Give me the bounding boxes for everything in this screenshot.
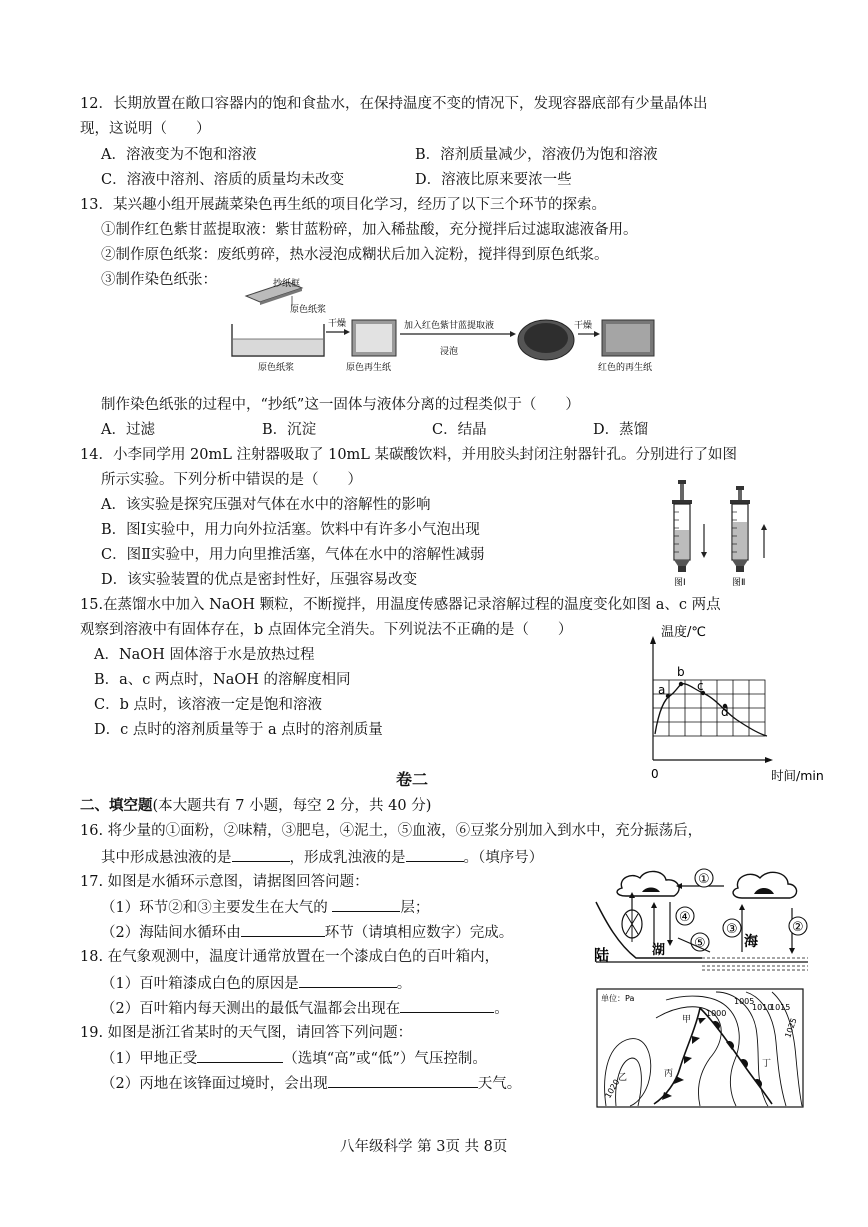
isobar-1025: 1025	[783, 1016, 799, 1040]
label-step-3: ③	[726, 922, 738, 937]
point-b	[679, 682, 683, 686]
q17-sub2-text-b: 环节（请填相应数字）完成。	[324, 925, 514, 941]
papermaking-diagram	[228, 274, 668, 374]
section-2-heading	[80, 796, 431, 816]
q16-text-a: 其中形成悬浊液的是	[101, 850, 232, 866]
page-footer: 八年级科学 第 3页 共 8页	[340, 1139, 508, 1155]
q19-sub1-text-b: （选填“高”或“低”）气压控制。	[283, 1051, 487, 1067]
q13-option-d: D．蒸馏	[593, 422, 649, 438]
syringe-fig2-icon	[730, 486, 750, 572]
q18-blank-reason[interactable]	[299, 973, 397, 988]
q12-option-b: B．溶剂质量减少，溶液仍为饱和溶液	[415, 147, 658, 163]
label-a: a	[658, 683, 666, 697]
section-2-title: 二、填空题	[80, 797, 153, 814]
q18-stem: 18. 在气象观测中，温度计通常放置在一个漆成白色的百叶箱内，	[80, 949, 500, 965]
place-jia: 甲	[682, 1015, 692, 1025]
q13-option-a: A．过滤	[101, 422, 155, 438]
q17-sub1	[101, 897, 429, 918]
cloud-left-icon	[617, 871, 679, 896]
place-bing: 丙	[664, 1069, 674, 1079]
q15-option-b: B．a、c 两点时，NaOH 的溶解度相同	[94, 672, 351, 688]
syringe-figures	[664, 478, 784, 590]
q13-step3: ③制作染色纸张：	[101, 272, 217, 288]
q16-blank-emulsion[interactable]	[406, 847, 464, 862]
graph-origin: 0	[651, 767, 659, 781]
label-step-5: ⑤	[694, 936, 706, 951]
q18-sub2	[101, 998, 509, 1019]
q17-blank-layer[interactable]	[332, 897, 400, 912]
syringe-fig1-icon	[672, 480, 692, 572]
caption-plain-paper: 原色再生纸	[346, 363, 392, 373]
label-step-1: ①	[698, 872, 710, 887]
red-paper-sheet	[602, 320, 654, 356]
tree-icon	[622, 910, 642, 942]
point-a	[666, 694, 670, 698]
volume-2-heading: 卷二	[396, 770, 429, 789]
water-cycle-diagram	[592, 862, 812, 987]
caption-red-paper: 红色的再生纸	[598, 363, 653, 373]
label-pulp: 原色纸浆	[290, 305, 327, 315]
place-ding: 丁	[762, 1059, 772, 1069]
label-step-4: ④	[679, 910, 691, 925]
fig1-label: 图Ⅰ	[674, 578, 686, 588]
q19-sub2	[101, 1073, 521, 1094]
q14-option-b: B．图Ⅰ实验中，用力向外拉活塞。饮料中有许多小气泡出现	[101, 522, 480, 538]
dye-dish-icon	[518, 320, 574, 360]
label-d: d	[721, 705, 729, 719]
weather-map	[596, 988, 804, 1108]
q13-stem: 13．某兴趣小组开展蔬菜染色再生纸的项目化学习，经历了以下三个环节的探索。	[80, 197, 606, 213]
isobar-1000: 1000	[706, 1009, 727, 1018]
q14-option-d: D．该实验装置的优点是密封性好，压强容易改变	[101, 572, 418, 588]
q15-stem-line2: 观察到溶液中有固体存在，b 点固体完全消失。下列说法不正确的是（ ）	[80, 622, 573, 638]
label-add-extract: 加入红色紫甘蓝提取液	[404, 321, 495, 331]
q19-blank-pressure[interactable]	[197, 1048, 283, 1063]
q18-sub1-text-b: 。	[396, 976, 412, 992]
q13-option-b: B．沉淀	[262, 422, 317, 438]
graph-ylabel: 温度/℃	[661, 625, 706, 640]
isobar-1015: 1015	[770, 1003, 791, 1012]
q16-line1: 16. 将少量的①面粉，②味精，③肥皂，④泥土，⑤血液，⑥豆浆分别加入到水中，充分振荡后，	[80, 823, 703, 839]
q19-stem: 19. 如图是浙江省某时的天气图，请回答下列问题：	[80, 1025, 413, 1041]
isobar-1005: 1005	[734, 997, 755, 1006]
q17-blank-step[interactable]	[241, 922, 325, 937]
temperature-curve	[655, 684, 767, 736]
q12-option-d: D．溶液比原来要浓一些	[415, 172, 572, 188]
q14-option-a: A．该实验是探究压强对气体在水中的溶解性的影响	[101, 497, 431, 513]
q19-sub2-text-a: （2）丙地在该锋面过境时，会出现	[101, 1076, 328, 1092]
q13-step2: ②制作原色纸浆：废纸剪碎，热水浸泡成糊状后加入淀粉，搅拌得到原色纸浆。	[101, 247, 609, 263]
q17-sub1-text-b: 层；	[400, 900, 430, 916]
caption-pulp: 原色纸浆	[258, 363, 295, 373]
q14-option-c: C．图Ⅱ实验中，用力向里推活塞，气体在水中的溶解性减弱	[101, 547, 485, 563]
q19-blank-weather[interactable]	[328, 1073, 478, 1088]
q13-question: 制作染色纸张的过程中，“抄纸”这一固体与液体分离的过程类似于（ ）	[101, 397, 580, 413]
label-step-2: ②	[792, 920, 804, 935]
map-unit: 单位：Pa	[601, 994, 635, 1003]
q12-stem-line2: 现，这说明（ ）	[80, 121, 211, 137]
q16-text-b: ，形成乳浊液的是	[289, 850, 406, 866]
q18-sub2-text-a: （2）百叶箱内每天测出的最低气温都会出现在	[101, 1001, 401, 1017]
place-yi: 乙	[618, 1073, 628, 1083]
label-sea: 海	[744, 934, 758, 950]
label-b: b	[677, 665, 685, 679]
isobar-1020: 1020	[603, 1077, 622, 1100]
q17-stem: 17. 如图是水循环示意图，请据图回答问题：	[80, 874, 369, 890]
label-land: 陆	[594, 946, 610, 964]
graph-xlabel: 时间/min	[771, 768, 824, 783]
q17-sub2-text-a: （2）海陆间水循环由	[101, 925, 241, 941]
q13-option-c: C．结晶	[432, 422, 487, 438]
q17-sub1-text-a: （1）环节②和③主要发生在大气的	[101, 900, 328, 916]
q18-sub1	[101, 973, 411, 994]
label-soak: 浸泡	[440, 347, 459, 357]
isobar-1010: 1010	[752, 1003, 773, 1012]
q15-option-c: C．b 点时，该溶液一定是饱和溶液	[94, 697, 322, 713]
q17-sub2	[101, 922, 513, 943]
section-2-note: (本大题共有 7 小题，每空 2 分，共 40 分)	[152, 798, 432, 814]
q16-blank-suspension[interactable]	[232, 847, 290, 862]
q16-line2	[101, 847, 543, 868]
label-dry-2: 干燥	[574, 321, 593, 331]
q18-blank-time[interactable]	[400, 998, 494, 1013]
plain-paper-sheet	[352, 320, 396, 356]
q18-sub1-text-a: （1）百叶箱漆成白色的原因是	[101, 976, 299, 992]
q19-sub1	[101, 1048, 487, 1069]
q12-option-c: C．溶液中溶剂、溶质的质量均未改变	[101, 172, 345, 188]
q14-stem-line1: 14．小李同学用 20mL 注射器吸取了 10mL 某碳酸饮料，并用胶头封闭注射器针孔。分别进行了如图	[80, 447, 738, 463]
q12-stem-line1: 12．长期放置在敞口容器内的饱和食盐水，在保持温度不变的情况下，发现容器底部有少量晶体出	[80, 96, 708, 112]
q13-step1: ①制作红色紫甘蓝提取液：紫甘蓝粉碎，加入稀盐酸，充分搅拌后过滤取滤液备用。	[101, 222, 638, 238]
q14-stem-line2: 所示实验。下列分析中错误的是（ ）	[101, 472, 362, 488]
q19-sub2-text-b: 天气。	[477, 1076, 522, 1092]
label-screen: 抄纸框	[273, 279, 301, 289]
cloud-right-icon	[733, 872, 797, 898]
label-c: c	[697, 679, 704, 693]
fig2-label: 图Ⅱ	[732, 578, 746, 588]
q18-sub2-text-b: 。	[494, 1001, 509, 1017]
temperature-graph	[645, 620, 850, 785]
q16-text-c: 。（填序号）	[463, 850, 544, 866]
q15-stem-line1: 15.在蒸馏水中加入 NaOH 颗粒，不断搅拌，用温度传感器记录溶解过程的温度变化如图 a、c 两点	[80, 597, 721, 613]
q15-option-a: A．NaOH 固体溶于水是放热过程	[94, 647, 315, 663]
label-dry-1: 干燥	[328, 319, 347, 329]
q12-option-a: A．溶液变为不饱和溶液	[101, 147, 257, 163]
q19-sub1-text-a: （1）甲地正受	[101, 1051, 198, 1067]
label-lake: 湖	[652, 943, 666, 958]
pulp-tray-icon	[232, 324, 324, 356]
q15-option-d: D．c 点时的溶剂质量等于 a 点时的溶剂质量	[94, 722, 383, 738]
